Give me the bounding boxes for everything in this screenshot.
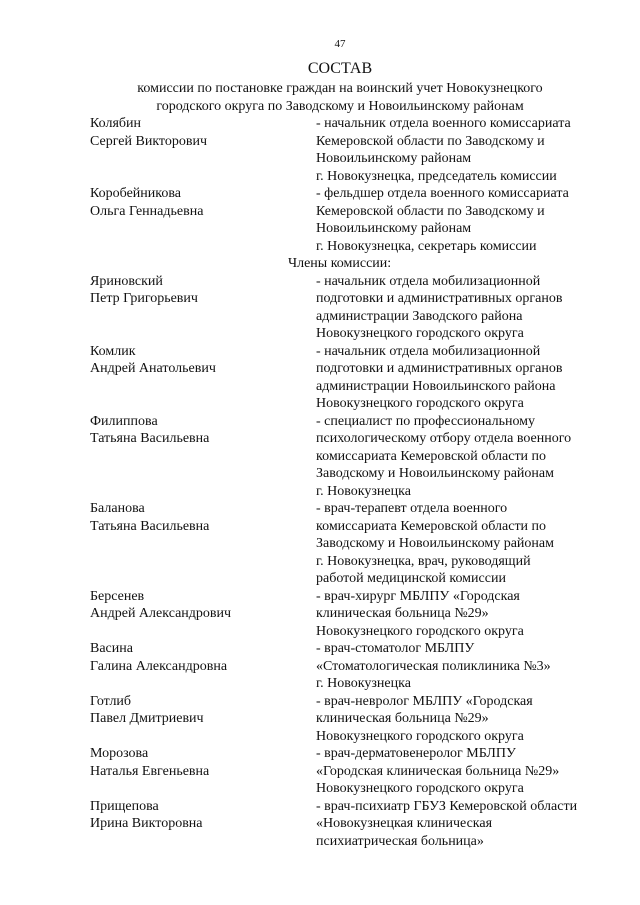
role-line: Кемеровской области по Заводскому и <box>316 203 545 219</box>
person-given-names: Ольга Геннадьевна <box>90 203 204 219</box>
person-given-names: Татьяна Васильевна <box>90 431 210 446</box>
commission-entry <box>90 500 620 588</box>
role-line: Новокузнецкого городского округа <box>316 326 524 341</box>
role-line: - врач-психиатр ГБУЗ Кемеровской области <box>316 798 578 814</box>
role-line: - врач-хирург МБЛПУ «Городская <box>316 588 520 604</box>
person-surname: Филиппова <box>90 413 158 429</box>
person-role <box>316 640 620 693</box>
role-line: комиссариата Кемеровской области по <box>316 448 547 464</box>
commission-entry <box>90 273 620 343</box>
person-role <box>316 413 620 501</box>
commission-entry <box>90 745 620 798</box>
commission-entry <box>90 798 620 851</box>
person-role <box>316 273 620 343</box>
role-line: «Стоматологическая поликлиника №3» <box>316 658 551 674</box>
leadership-list <box>90 115 620 255</box>
person-surname: Морозова <box>90 746 149 761</box>
document-subtitle <box>0 80 640 115</box>
commission-roster <box>90 115 620 850</box>
commission-entry <box>90 693 620 746</box>
person-surname: Готлиб <box>90 693 132 709</box>
role-line: Новокузнецкого городского округа <box>316 623 524 639</box>
person-name <box>90 185 316 255</box>
role-line: - врач-терапевт отдела военного <box>316 501 508 516</box>
role-line: г. Новокузнецка <box>316 483 411 499</box>
person-name <box>90 693 316 746</box>
role-line: - начальник отдела военного комиссариата <box>316 116 571 131</box>
role-line: Кемеровской области по Заводскому и <box>316 133 545 149</box>
person-given-names: Татьяна Васильевна <box>90 518 210 534</box>
person-given-names: Павел Дмитриевич <box>90 711 204 726</box>
role-line: Новокузнецкого городского округа <box>316 396 524 411</box>
role-line: Новокузнецкого городского округа <box>316 781 524 796</box>
role-line: «Новокузнецкая клиническая <box>316 816 493 831</box>
person-name <box>90 500 316 588</box>
person-role <box>316 185 620 255</box>
commission-entry <box>90 115 620 185</box>
person-given-names: Сергей Викторович <box>90 133 208 149</box>
role-line: - врач-стоматолог МБЛПУ <box>316 641 475 656</box>
role-line: клиническая больница №29» <box>316 606 489 621</box>
person-surname: Колябин <box>90 116 141 131</box>
person-surname: Комлик <box>90 343 136 359</box>
person-name <box>90 798 316 851</box>
person-role <box>316 343 620 413</box>
role-line: г. Новокузнецка <box>316 676 411 691</box>
role-line: работой медицинской комиссии <box>316 571 506 586</box>
role-line: Новоильинскому районам <box>316 151 472 166</box>
subtitle-line: комиссии по постановке граждан на воинский учет Новокузнецкого <box>137 81 543 96</box>
commission-entry <box>90 343 620 413</box>
role-line: администрации Новоильинского района <box>316 378 556 394</box>
person-name <box>90 413 316 501</box>
members-list <box>90 273 620 851</box>
role-line: Заводскому и Новоильинскому районам <box>316 536 554 551</box>
person-role <box>316 500 620 588</box>
person-role <box>316 693 620 746</box>
role-line: «Городская клиническая больница №29» <box>316 763 560 779</box>
person-role <box>316 588 620 641</box>
role-line: Новокузнецкого городского округа <box>316 728 524 744</box>
person-surname: Коробейникова <box>90 186 181 201</box>
person-surname: Васина <box>90 641 133 656</box>
person-name <box>90 343 316 413</box>
role-line: - специалист по профессиональному <box>316 413 536 429</box>
role-line: подготовки и административных органов <box>316 361 563 376</box>
role-line: комиссариата Кемеровской области по <box>316 518 547 534</box>
person-name <box>90 588 316 641</box>
commission-entry <box>90 640 620 693</box>
person-given-names: Галина Александровна <box>90 658 228 674</box>
members-heading: Члены комиссии: <box>288 256 392 271</box>
person-role <box>316 798 620 851</box>
person-role <box>316 115 620 185</box>
person-name <box>90 115 316 185</box>
person-name <box>90 273 316 343</box>
person-surname: Берсенев <box>90 588 145 604</box>
role-line: психиатрическая больница» <box>316 833 484 849</box>
person-given-names: Петр Григорьевич <box>90 291 198 306</box>
person-surname: Прищепова <box>90 798 159 814</box>
subtitle-line: городского округа по Заводскому и Новоильинскому районам <box>156 98 524 114</box>
person-surname: Баланова <box>90 501 145 516</box>
role-line: - врач-дерматовенеролог МБЛПУ <box>316 746 516 761</box>
role-line: администрации Заводского района <box>316 308 523 324</box>
role-line: Новоильинскому районам <box>316 221 472 236</box>
commission-entry <box>90 185 620 255</box>
role-line: г. Новокузнецка, председатель комиссии <box>316 168 557 184</box>
role-line: г. Новокузнецка, секретарь комиссии <box>316 238 537 254</box>
person-name <box>90 640 316 693</box>
person-given-names: Андрей Александрович <box>90 606 232 621</box>
role-line: Заводскому и Новоильинскому районам <box>316 466 554 481</box>
role-line: - начальник отдела мобилизационной <box>316 343 541 359</box>
commission-entry <box>90 413 620 501</box>
person-surname: Яриновский <box>90 273 163 289</box>
page-number: 47 <box>334 38 346 50</box>
role-line: - начальник отдела мобилизационной <box>316 273 541 289</box>
role-line: - врач-невролог МБЛПУ «Городская <box>316 693 533 709</box>
role-line: - фельдшер отдела военного комиссариата <box>316 186 569 201</box>
person-name <box>90 745 316 798</box>
person-role <box>316 745 620 798</box>
person-given-names: Наталья Евгеньевна <box>90 763 210 779</box>
role-line: психологическому отбору отдела военного <box>316 431 572 446</box>
person-given-names: Андрей Анатольевич <box>90 361 216 376</box>
commission-entry <box>90 588 620 641</box>
document-title: СОСТАВ <box>307 60 373 77</box>
person-given-names: Ирина Викторовна <box>90 816 203 831</box>
role-line: клиническая больница №29» <box>316 711 489 726</box>
role-line: подготовки и административных органов <box>316 291 563 306</box>
role-line: г. Новокузнецка, врач, руководящий <box>316 553 531 569</box>
